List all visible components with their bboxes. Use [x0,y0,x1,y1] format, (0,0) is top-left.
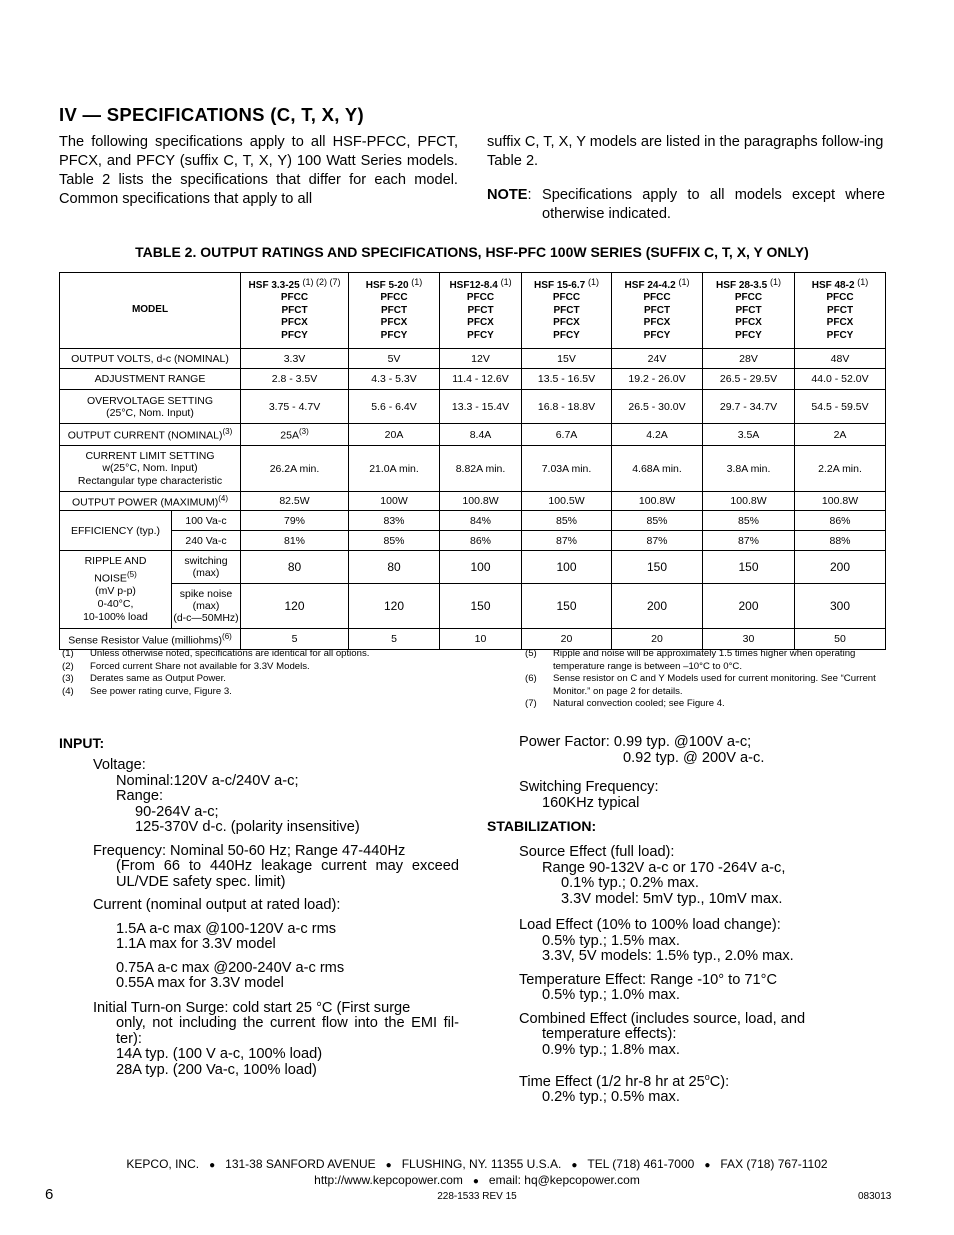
cell-eff_240: 87% [612,531,703,551]
footnote: (3) Derates same as Output Power. [62,673,226,685]
cell-spike: 200 [612,584,703,629]
footnotes-right [525,648,885,711]
cell-ovp: 29.7 - 34.7V [703,390,795,424]
footnote: (6) Sense resistor on C and Y Models used for current monitoring. See “Current Monitor.” on page 2 for details. [525,673,876,697]
table-caption: TABLE 2. OUTPUT RATINGS AND SPECIFICATIONS, HSF-PFC 100W SERIES (SUFFIX C, T, X, Y ONLY) [135,244,809,260]
row-label: RIPPLE AND NOISE$^{(5)}$ (mV p-p) 0-40°C, 10-100% load [60,551,172,629]
cell-spike: 120 [349,584,440,629]
cell-climit: 7.03A min. [522,446,612,492]
temperature-effect: Temperature Effect: Range -10° to 71°C [519,971,778,988]
cell-sense: 20 [522,629,612,650]
cell-current: 4.2A [612,424,703,446]
cell-climit: 8.82A min. [440,446,522,492]
source-effect-3v3: 3.3V model: 5mV typ., 10mV max. [561,890,783,907]
model-column-header: HSF12-8.4 (1) PFCC PFCT PFCX PFCY [440,273,522,349]
input-range: Range: [116,788,164,804]
power-factor: Power Factor: 0.99 typ. @100V a-c; [519,734,752,750]
cell-power: 100.8W [795,492,886,511]
cell-sense: 5 [349,629,440,650]
cell-current: 8.4A [440,424,522,446]
fax: FAX (718) 767-1102 [720,1157,828,1171]
input-frequency: Frequency: Nominal 50-60 Hz; Range 47-440Hz [93,842,406,859]
footnote: (2) Forced current Share not available for 3.3V Models. [62,660,310,672]
model-column-header: HSF 3.3-25 (1) (2) (7) PFCC PFCT PFCX PFCY [241,273,349,349]
cell-switching: 200 [795,551,886,584]
cell-ovp: 5.6 - 6.4V [349,390,440,424]
note-colon: : [527,187,532,203]
cell-output_volts: 15V [522,349,612,369]
row-label: EFFICIENCY (typ.) [60,511,172,551]
cell-power: 100W [349,492,440,511]
row-label: OUTPUT VOLTS, d-c (NOMINAL) [60,349,241,369]
power-factor-200v: 0.92 typ. @ 200V a-c. [623,749,765,766]
cell-ovp: 13.3 - 15.4V [440,390,522,424]
time-effect: Time Effect (1/2 hr-8 hr at 25$^o$C): [519,1072,730,1090]
cell-sense: 30 [703,629,795,650]
cell-eff_240: 87% [522,531,612,551]
cell-eff_240: 81% [241,531,349,551]
cell-power: 82.5W [241,492,349,511]
cell-spike: 200 [703,584,795,629]
cell-eff_100: 85% [703,511,795,531]
row-label: Sense Resistor Value (milliohms)$^{(6)}$ [60,629,241,650]
input-range-ac: 90-264V a-c; [135,803,219,820]
cell-climit: 3.8A min. [703,446,795,492]
stabilization-section [519,845,885,1106]
note-text: Specifications apply to all models except where otherwise indicated. [542,187,885,222]
cell-adjustment: 2.8 - 3.5V [241,369,349,390]
cell-eff_100: 86% [795,511,886,531]
cell-current: 20A [349,424,440,446]
cell-adjustment: 11.4 - 12.6V [440,369,522,390]
combined-effect-note: temperature effects): [542,1026,677,1042]
footnote: (7) Natural convection cooled; see Figure 4. [525,698,725,710]
row-label: OUTPUT POWER (MAXIMUM)$^{(4)}$ [60,492,241,511]
cell-output_volts: 12V [440,349,522,369]
telephone: TEL (718) 461-7000 [587,1157,695,1171]
switching-frequency-value: 160KHz typical [542,794,640,811]
load-effect-typ: 0.5% typ.; 1.5% max. [542,932,680,949]
cell-output_volts: 3.3V [241,349,349,369]
sub-label: spike noise (max) (d-c—50MHz) [172,584,241,629]
cell-power: 100.8W [612,492,703,511]
cell-power: 100.8W [440,492,522,511]
cell-eff_100: 85% [612,511,703,531]
footnote: (1) Unless otherwise noted, specifications are identical for all options. [62,648,370,659]
cell-ovp: 3.75 - 4.7V [241,390,349,424]
cell-ovp: 16.8 - 18.8V [522,390,612,424]
input-surge-200v: 28A typ. (200 Va-c, 100% load) [116,1061,317,1078]
stabilization-heading: STABILIZATION: [487,818,597,834]
intro-left: The following specifications apply to all HSF-PFCC, PFCT, PFCX, and PFCY (suffix C, T, X, Y) 100 Watt Series models. Table 2 lists the specifications that differ for each model. Common specifications that apply to all [59,134,458,207]
cell-current: 6.7A [522,424,612,446]
cell-current: 3.5A [703,424,795,446]
model-column-header: HSF 24-4.2 (1) PFCC PFCT PFCX PFCY [612,273,703,349]
input-voltage: Voltage: [93,757,146,773]
cell-adjustment: 13.5 - 16.5V [522,369,612,390]
cell-climit: 4.68A min. [612,446,703,492]
cell-ovp: 26.5 - 30.0V [612,390,703,424]
cell-adjustment: 44.0 - 52.0V [795,369,886,390]
input-heading: INPUT: [59,735,105,751]
load-effect-low-v: 3.3V, 5V models: 1.5% typ., 2.0% max. [542,948,794,964]
cell-climit: 21.0A min. [349,446,440,492]
temperature-effect-typ: 0.5% typ.; 1.0% max. [542,987,680,1003]
input-surge-note: only, not including the current flow into the EMI fil-ter): [116,1015,459,1047]
cell-spike: 150 [440,584,522,629]
footnotes-left [62,648,502,698]
intro-right: suffix C, T, X, Y models are listed in the paragraphs follow-ing Table 2. [487,134,884,169]
source-effect-typ: 0.1% typ.; 0.2% max. [561,875,699,891]
cell-spike: 300 [795,584,886,629]
cell-climit: 2.2A min. [795,446,886,492]
cell-current: $25A^{(3)}$ [241,424,349,446]
section-title: IV — SPECIFICATIONS (C, T, X, Y) [59,104,364,125]
input-current-3: 0.75A a-c max @200-240V a-c rms [116,959,345,976]
switching-frequency: Switching Frequency: [519,779,659,795]
cell-ovp: 54.5 - 59.5V [795,390,886,424]
cell-current: 2A [795,424,886,446]
cell-eff_100: 85% [522,511,612,531]
load-effect: Load Effect (10% to 100% load change): [519,917,781,933]
cell-adjustment: 4.3 - 5.3V [349,369,440,390]
cell-power: 100.8W [703,492,795,511]
cell-eff_240: 88% [795,531,886,551]
cell-output_volts: 24V [612,349,703,369]
model-column-header: HSF 15-6.7 (1) PFCC PFCT PFCX PFCY [522,273,612,349]
footer-contact: http://www.kepcopower.com ● email: hq@kepcopower.com [314,1173,640,1187]
sub-label: 100 Va-c [172,511,241,531]
time-effect-typ: 0.2% typ.; 0.5% max. [542,1089,680,1106]
footnote: (4) See power rating curve, Figure 3. [62,685,232,697]
cell-eff_240: 86% [440,531,522,551]
footer-address: KEPCO, INC. ● 131-38 SANFORD AVENUE ● FLUSHING, NY. 11355 U.S.A. ● TEL (718) 461-7000 ● FAX (718) 767-1102 [126,1157,828,1171]
cell-switching: 150 [612,551,703,584]
cell-switching: 100 [522,551,612,584]
note-label: NOTE [487,187,528,203]
city-address: FLUSHING, NY. 11355 U.S.A. [401,1157,562,1171]
input-section [93,758,459,1078]
street-address: 131-38 SANFORD AVENUE [225,1157,376,1171]
cell-eff_240: 85% [349,531,440,551]
model-column-header: HSF 28-3.5 (1) PFCC PFCT PFCX PFCY [703,273,795,349]
input-current-2: 1.1A max for 3.3V model [116,936,276,952]
input-frequency-note: (From 66 to 440Hz leakage current may exceed UL/VDE safety spec. limit) [116,858,459,890]
email-link[interactable]: email: hq@kepcopower.com [488,1173,640,1187]
cell-switching: 80 [241,551,349,584]
sub-label: 240 Va-c [172,531,241,551]
row-label: OVERVOLTAGE SETTING (25°C, Nom. Input) [60,390,241,424]
cell-eff_100: 79% [241,511,349,531]
cell-sense: 10 [440,629,522,650]
company-name: KEPCO, INC. [126,1157,200,1171]
cell-switching: 150 [703,551,795,584]
model-column-header: HSF 5-20 (1) PFCC PFCT PFCX PFCY [349,273,440,349]
source-effect: Source Effect (full load): [519,844,675,860]
cell-switching: 80 [349,551,440,584]
cell-output_volts: 28V [703,349,795,369]
input-current-heading: Current (nominal output at rated load): [93,897,341,913]
cell-eff_100: 84% [440,511,522,531]
cell-spike: 150 [522,584,612,629]
input-surge: Initial Turn-on Surge: cold start 25 °C (First surge [93,999,411,1016]
input-current-1: 1.5A a-c max @100-120V a-c rms [116,920,337,937]
input-current-4: 0.55A max for 3.3V model [116,975,284,991]
date-code: 083013 [858,1191,892,1202]
cell-output_volts: 48V [795,349,886,369]
cell-power: 100.5W [522,492,612,511]
input-range-dc: 125-370V d-c. (polarity insensitive) [135,819,360,835]
cell-eff_240: 87% [703,531,795,551]
cell-sense: 20 [612,629,703,650]
input-surge-100v: 14A typ. (100 V a-c, 100% load) [116,1046,323,1062]
sub-label: switching (max) [172,551,241,584]
page-number: 6 [45,1186,54,1203]
row-label: ADJUSTMENT RANGE [60,369,241,390]
power-section [519,735,885,811]
spec-table [59,272,886,650]
footnote: (5) Ripple and noise will be approximately 1.5 times higher when operating temperature range is between –10°C to 0°C. [525,648,856,672]
cell-adjustment: 26.5 - 29.5V [703,369,795,390]
cell-sense: 5 [241,629,349,650]
source-effect-range: Range 90-132V a-c or 170 -264V a-c, [542,859,786,876]
cell-climit: 26.2A min. [241,446,349,492]
website-link[interactable]: http://www.kepcopower.com [314,1173,463,1187]
cell-eff_100: 83% [349,511,440,531]
document-number: 228-1533 REV 15 [437,1191,517,1202]
cell-adjustment: 19.2 - 26.0V [612,369,703,390]
input-nominal: Nominal:120V a-c/240V a-c; [116,772,299,789]
cell-switching: 100 [440,551,522,584]
combined-effect-typ: 0.9% typ.; 1.8% max. [542,1041,680,1058]
combined-effect: Combined Effect (includes source, load, and [519,1010,806,1027]
cell-output_volts: 5V [349,349,440,369]
row-label: CURRENT LIMIT SETTING w(25°C, Nom. Input) Rectangular type characteristic [60,446,241,492]
cell-sense: 50 [795,629,886,650]
model-column-header: HSF 48-2 (1) PFCC PFCT PFCX PFCY [795,273,886,349]
model-header: MODEL [60,273,241,349]
cell-spike: 120 [241,584,349,629]
row-label: OUTPUT CURRENT (NOMINAL)$^{(3)}$ [60,424,241,446]
